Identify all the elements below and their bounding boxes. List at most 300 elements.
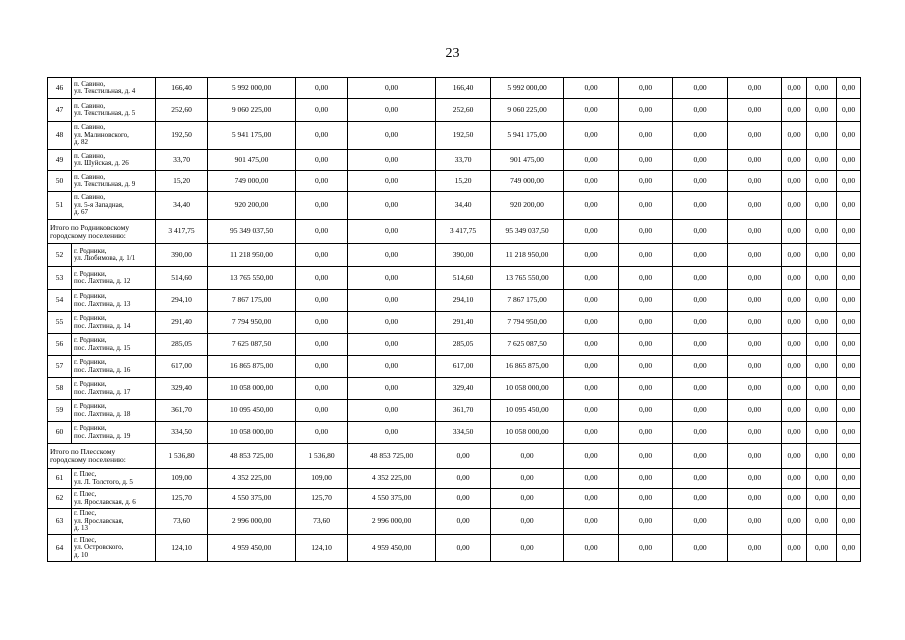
value-cell: 0,00 [348,378,436,400]
value-cell: 0,00 [491,489,564,509]
value-cell: 0,00 [619,290,673,312]
value-cell: 0,00 [837,99,861,122]
value-cell: 901 475,00 [491,150,564,171]
value-cell: 0,00 [673,220,728,244]
address-cell [72,334,156,356]
address-line: г. Плес, [74,509,97,518]
table-row [48,489,861,509]
value-cell: 0,00 [619,489,673,509]
value-cell: 749 000,00 [208,171,296,192]
value-cell: 0,00 [782,267,807,290]
value-cell: 0,00 [296,422,348,444]
value-cell: 0,00 [728,444,782,469]
value-cell: 9 060 225,00 [491,99,564,122]
address-line: г. Родники, [74,292,107,301]
value-cell: 13 765 550,00 [491,267,564,290]
value-cell: 0,00 [348,422,436,444]
value-cell: 0,00 [619,509,673,535]
address-line: пос. Лахтина, д. 18 [74,409,131,418]
value-cell: 252,60 [436,99,491,122]
value-cell: 329,40 [156,378,208,400]
value-cell: 0,00 [728,192,782,220]
value-cell: 15,20 [436,171,491,192]
value-cell: 11 218 950,00 [208,244,296,267]
row-number-cell: 57 [48,356,72,378]
value-cell: 0,00 [564,422,619,444]
value-cell: 0,00 [673,400,728,422]
value-cell: 192,50 [156,122,208,150]
value-cell: 0,00 [807,378,837,400]
value-cell: 0,00 [837,400,861,422]
value-cell: 0,00 [728,122,782,150]
row-number-cell: 56 [48,334,72,356]
address-line: п. Савино, [74,172,106,181]
row-number-cell: 46 [48,78,72,99]
value-cell: 0,00 [296,192,348,220]
value-cell: 0,00 [673,171,728,192]
value-cell: 0,00 [436,535,491,562]
address-cell [72,509,156,535]
address-cell [72,171,156,192]
value-cell: 0,00 [782,378,807,400]
total-label-line: городскому поселению: [50,455,126,464]
total-label-cell [48,444,156,469]
value-cell: 901 475,00 [208,150,296,171]
value-cell: 0,00 [673,469,728,489]
value-cell: 390,00 [156,244,208,267]
register-table [47,77,861,562]
value-cell: 5 992 000,00 [491,78,564,99]
value-cell: 361,70 [156,400,208,422]
value-cell: 0,00 [807,400,837,422]
value-cell: 0,00 [564,444,619,469]
value-cell: 0,00 [619,267,673,290]
value-cell: 0,00 [564,244,619,267]
row-number-cell: 49 [48,150,72,171]
table-row [48,267,861,290]
value-cell: 0,00 [782,150,807,171]
address-line: ул. Островского, [74,543,124,552]
value-cell: 0,00 [673,99,728,122]
value-cell: 0,00 [619,334,673,356]
value-cell: 0,00 [564,171,619,192]
table-row [48,535,861,562]
value-cell: 0,00 [782,356,807,378]
table-row [48,171,861,192]
value-cell: 0,00 [348,244,436,267]
value-cell: 5 941 175,00 [491,122,564,150]
value-cell: 617,00 [156,356,208,378]
address-line: г. Плес, [74,490,97,499]
row-number-cell: 60 [48,422,72,444]
total-label-cell [48,220,156,244]
row-number-cell: 47 [48,99,72,122]
value-cell: 0,00 [807,122,837,150]
address-line: г. Родники, [74,402,107,411]
value-cell: 0,00 [436,444,491,469]
row-number-cell: 52 [48,244,72,267]
value-cell: 0,00 [348,290,436,312]
value-cell: 0,00 [564,122,619,150]
value-cell: 0,00 [782,78,807,99]
value-cell: 0,00 [619,400,673,422]
address-line: ул. Шуйская, д. 26 [74,159,129,167]
value-cell: 0,00 [491,509,564,535]
value-cell: 0,00 [782,312,807,334]
address-cell [72,99,156,122]
value-cell: 0,00 [728,535,782,562]
value-cell: 0,00 [296,122,348,150]
table-row [48,509,861,535]
value-cell: 0,00 [728,171,782,192]
value-cell: 0,00 [837,356,861,378]
value-cell: 294,10 [436,290,491,312]
value-cell: 0,00 [673,150,728,171]
value-cell: 95 349 037,50 [208,220,296,244]
value-cell: 48 853 725,00 [208,444,296,469]
value-cell: 0,00 [782,509,807,535]
value-cell: 2 996 000,00 [208,509,296,535]
value-cell: 0,00 [296,244,348,267]
address-line: д. 10 [74,550,89,559]
value-cell: 95 349 037,50 [491,220,564,244]
value-cell: 0,00 [296,171,348,192]
row-number-cell: 53 [48,267,72,290]
address-cell [72,312,156,334]
value-cell: 0,00 [837,150,861,171]
value-cell: 0,00 [619,444,673,469]
value-cell: 0,00 [837,244,861,267]
value-cell: 0,00 [564,220,619,244]
value-cell: 73,60 [156,509,208,535]
address-line: г. Родники, [74,380,107,389]
value-cell: 0,00 [807,192,837,220]
value-cell: 0,00 [348,99,436,122]
value-cell: 0,00 [837,334,861,356]
table-row [48,122,861,150]
value-cell: 48 853 725,00 [348,444,436,469]
address-line: пос. Лахтина, д. 16 [74,365,131,374]
table-row [48,469,861,489]
address-line: ул. Ярославская, д. 6 [74,497,136,506]
value-cell: 0,00 [564,99,619,122]
value-cell: 7 794 950,00 [208,312,296,334]
address-cell [72,150,156,171]
value-cell: 125,70 [296,489,348,509]
value-cell: 0,00 [296,356,348,378]
value-cell: 0,00 [564,400,619,422]
value-cell: 0,00 [564,535,619,562]
value-cell: 0,00 [348,78,436,99]
value-cell: 0,00 [619,192,673,220]
table-row [48,192,861,220]
address-line: д. 13 [74,524,89,533]
value-cell: 0,00 [436,489,491,509]
value-cell: 0,00 [619,220,673,244]
value-cell: 0,00 [564,290,619,312]
table-row [48,378,861,400]
value-cell: 1 536,80 [296,444,348,469]
value-cell: 0,00 [296,220,348,244]
value-cell: 0,00 [728,489,782,509]
value-cell: 0,00 [619,378,673,400]
value-cell: 0,00 [807,290,837,312]
value-cell: 5 992 000,00 [208,78,296,99]
value-cell: 291,40 [436,312,491,334]
value-cell: 7 625 087,50 [208,334,296,356]
address-line: г. Родники, [74,424,107,433]
value-cell: 0,00 [673,422,728,444]
value-cell: 0,00 [728,220,782,244]
total-row [48,220,861,244]
value-cell: 0,00 [807,312,837,334]
value-cell: 0,00 [807,509,837,535]
value-cell: 0,00 [564,192,619,220]
value-cell: 73,60 [296,509,348,535]
value-cell: 0,00 [728,422,782,444]
value-cell: 0,00 [564,469,619,489]
address-line: п. Савино, [74,79,106,88]
value-cell: 0,00 [807,469,837,489]
value-cell: 0,00 [348,171,436,192]
value-cell: 0,00 [436,509,491,535]
value-cell: 0,00 [837,469,861,489]
value-cell: 0,00 [491,535,564,562]
value-cell: 124,10 [296,535,348,562]
value-cell: 0,00 [837,267,861,290]
value-cell: 0,00 [619,535,673,562]
value-cell: 0,00 [782,400,807,422]
value-cell: 0,00 [837,192,861,220]
address-line: п. Савино, [74,151,106,160]
value-cell: 0,00 [564,150,619,171]
value-cell: 0,00 [782,469,807,489]
value-cell: 0,00 [673,356,728,378]
value-cell: 0,00 [296,78,348,99]
value-cell: 1 536,80 [156,444,208,469]
value-cell: 285,05 [436,334,491,356]
value-cell: 0,00 [807,535,837,562]
value-cell: 390,00 [436,244,491,267]
value-cell: 0,00 [837,220,861,244]
value-cell: 4 550 375,00 [348,489,436,509]
address-line: ул. Текстильная, д. 5 [74,109,136,117]
value-cell: 125,70 [156,489,208,509]
value-cell: 0,00 [728,244,782,267]
value-cell: 0,00 [807,422,837,444]
value-cell: 109,00 [296,469,348,489]
value-cell: 166,40 [436,78,491,99]
table-row [48,78,861,99]
value-cell: 0,00 [807,244,837,267]
address-line: г. Родники, [74,314,107,323]
address-cell [72,192,156,220]
value-cell: 0,00 [837,535,861,562]
value-cell: 7 867 175,00 [491,290,564,312]
value-cell: 0,00 [348,192,436,220]
value-cell: 0,00 [296,312,348,334]
value-cell: 0,00 [673,244,728,267]
value-cell: 0,00 [673,334,728,356]
address-line: пос. Лахтина, д. 19 [74,431,131,440]
value-cell: 7 867 175,00 [208,290,296,312]
value-cell: 0,00 [673,122,728,150]
value-cell: 10 058 000,00 [491,378,564,400]
value-cell: 0,00 [348,122,436,150]
value-cell: 0,00 [807,334,837,356]
value-cell: 7 625 087,50 [491,334,564,356]
address-cell [72,78,156,99]
value-cell: 0,00 [807,489,837,509]
value-cell: 0,00 [491,444,564,469]
value-cell: 11 218 950,00 [491,244,564,267]
address-line: пос. Лахтина, д. 14 [74,321,131,330]
address-cell [72,244,156,267]
value-cell: 33,70 [436,150,491,171]
value-cell: 0,00 [564,509,619,535]
address-line: г. Родники, [74,246,107,255]
address-line: г. Родники, [74,269,107,278]
address-line: г. Родники, [74,358,107,367]
value-cell: 0,00 [807,171,837,192]
value-cell: 0,00 [296,99,348,122]
value-cell: 0,00 [348,334,436,356]
value-cell: 0,00 [619,469,673,489]
value-cell: 4 959 450,00 [348,535,436,562]
value-cell: 0,00 [837,122,861,150]
total-label-line: городскому поселению: [50,230,126,240]
value-cell: 0,00 [296,378,348,400]
value-cell: 0,00 [673,192,728,220]
value-cell: 0,00 [728,469,782,489]
value-cell: 617,00 [436,356,491,378]
value-cell: 0,00 [807,356,837,378]
address-line: пос. Лахтина, д. 15 [74,343,131,352]
value-cell: 0,00 [728,509,782,535]
value-cell: 0,00 [619,78,673,99]
address-line: ул. Любимова, д. 1/1 [74,254,136,262]
total-label-line: Итого по Родниковскому [50,222,130,232]
value-cell: 0,00 [564,489,619,509]
address-line: г. Плес, [74,535,97,544]
value-cell: 294,10 [156,290,208,312]
value-cell: 0,00 [619,244,673,267]
row-number-cell: 59 [48,400,72,422]
address-cell [72,122,156,150]
value-cell: 0,00 [673,267,728,290]
value-cell: 166,40 [156,78,208,99]
address-cell [72,400,156,422]
table-row [48,150,861,171]
value-cell: 0,00 [782,171,807,192]
value-cell: 0,00 [728,267,782,290]
value-cell: 0,00 [728,356,782,378]
row-number-cell: 54 [48,290,72,312]
address-line: п. Савино, [74,101,106,110]
value-cell: 0,00 [837,290,861,312]
address-cell [72,356,156,378]
value-cell: 10 095 450,00 [491,400,564,422]
value-cell: 0,00 [782,99,807,122]
value-cell: 0,00 [564,78,619,99]
value-cell: 0,00 [782,489,807,509]
value-cell: 0,00 [619,122,673,150]
value-cell: 0,00 [673,312,728,334]
value-cell: 0,00 [564,267,619,290]
address-line: пос. Лахтина, д. 13 [74,299,131,308]
value-cell: 0,00 [619,99,673,122]
address-line: д. 82 [74,138,89,147]
address-line: г. Плес, [74,470,97,479]
value-cell: 0,00 [619,312,673,334]
value-cell: 0,00 [807,150,837,171]
value-cell: 0,00 [673,378,728,400]
value-cell: 0,00 [673,290,728,312]
value-cell: 34,40 [436,192,491,220]
value-cell: 0,00 [837,509,861,535]
table-row [48,290,861,312]
address-cell [72,535,156,562]
value-cell: 0,00 [837,312,861,334]
value-cell: 0,00 [619,356,673,378]
value-cell: 920 200,00 [208,192,296,220]
value-cell: 0,00 [673,489,728,509]
value-cell: 2 996 000,00 [348,509,436,535]
row-number-cell: 61 [48,469,72,489]
address-cell [72,378,156,400]
value-cell: 0,00 [673,78,728,99]
address-cell [72,422,156,444]
value-cell: 285,05 [156,334,208,356]
table-row [48,356,861,378]
value-cell: 0,00 [837,489,861,509]
value-cell: 514,60 [436,267,491,290]
value-cell: 0,00 [728,150,782,171]
value-cell: 0,00 [807,78,837,99]
value-cell: 0,00 [296,150,348,171]
row-number-cell: 63 [48,509,72,535]
address-line: п. Савино, [74,123,106,132]
value-cell: 16 865 875,00 [491,356,564,378]
value-cell: 329,40 [436,378,491,400]
value-cell: 0,00 [782,444,807,469]
table-row [48,244,861,267]
value-cell: 0,00 [619,150,673,171]
value-cell: 0,00 [564,312,619,334]
value-cell: 0,00 [728,78,782,99]
table-row [48,400,861,422]
value-cell: 7 794 950,00 [491,312,564,334]
value-cell: 34,40 [156,192,208,220]
table-row [48,312,861,334]
value-cell: 0,00 [673,509,728,535]
value-cell: 16 865 875,00 [208,356,296,378]
value-cell: 15,20 [156,171,208,192]
table-row [48,334,861,356]
value-cell: 0,00 [728,400,782,422]
value-cell: 0,00 [807,267,837,290]
value-cell: 0,00 [782,244,807,267]
row-number-cell: 55 [48,312,72,334]
value-cell: 4 550 375,00 [208,489,296,509]
row-number-cell: 50 [48,171,72,192]
value-cell: 0,00 [296,400,348,422]
value-cell: 920 200,00 [491,192,564,220]
value-cell: 4 959 450,00 [208,535,296,562]
value-cell: 291,40 [156,312,208,334]
page-number: 23 [445,46,460,61]
value-cell: 124,10 [156,535,208,562]
